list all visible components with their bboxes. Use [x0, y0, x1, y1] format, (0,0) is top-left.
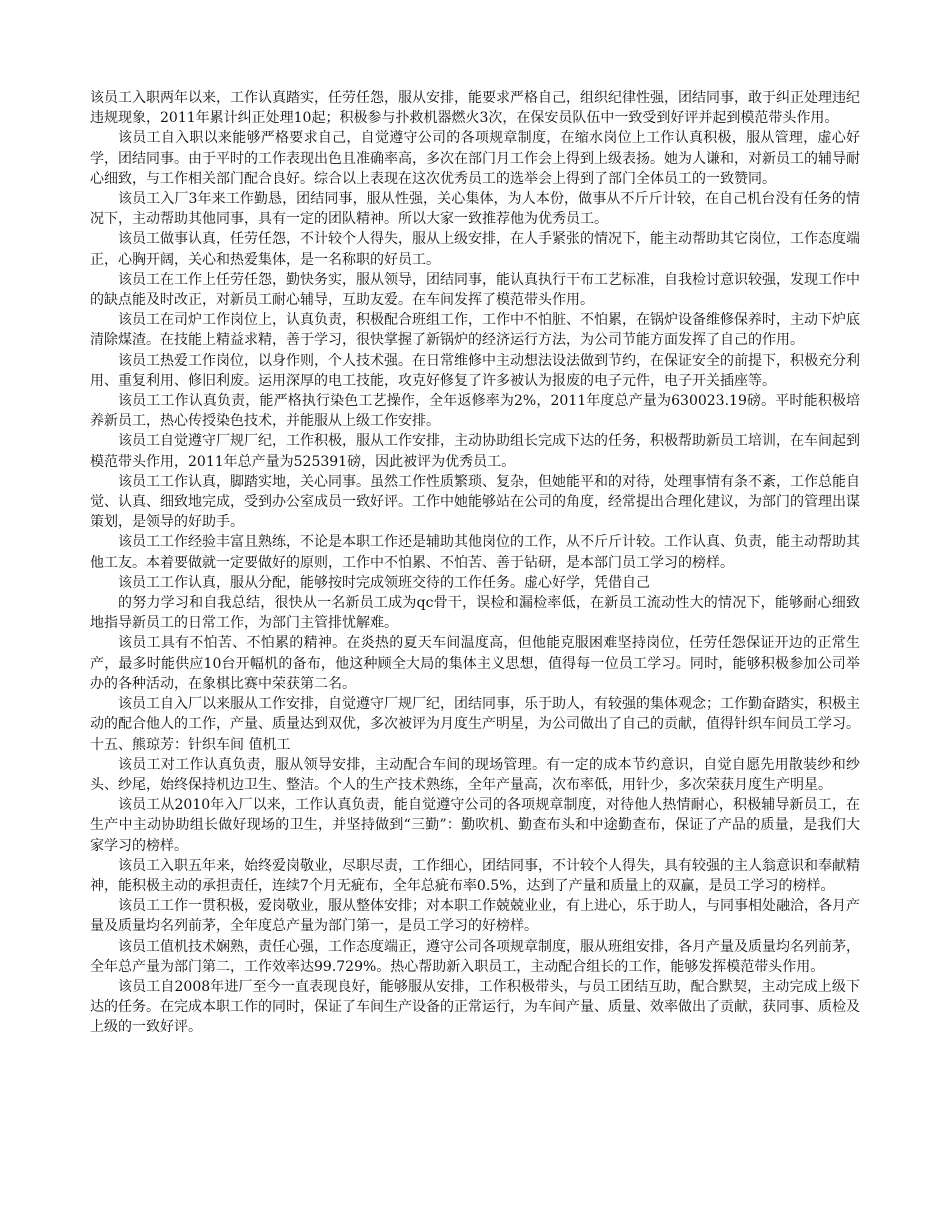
paragraph: 该员工热爱工作岗位，以身作则，个人技术强。在日常维修中主动想法设法做到节约，在保证安全的前提下，积极充分利用、重复利用、修旧利废。运用深厚的电工技能，攻克好修复了许多被认为报废的电子元件，电子开关插座等。: [90, 352, 860, 389]
paragraph: 该员工工作认真，服从分配，能够按时完成领班交待的工作任务。虚心好学，凭借自己: [118, 574, 650, 591]
paragraph: 该员工具有不怕苦、不怕累的精神。在炎热的夏天车间温度高，但他能克服困难坚持岗位，任劳任怨保证开边的正常生产，最多时能供应10台开幅机的备布，他这种顾全大局的集体主义思想，值得每一位员工学习。同时，能够积极参加公司举办的各种活动，在象棋比赛中荣获第二名。: [90, 635, 860, 692]
document-body: [90, 88, 860, 1038]
paragraph: 该员工工作一贯积极，爱岗敬业，服从整体安排；对本职工作兢兢业业，有上进心，乐于助人，与同事相处融洽，各月产量及质量均名列前茅，全年度总产量为部门第一，是员工学习的好榜样。: [90, 898, 860, 935]
paragraph: 该员工在司炉工作岗位上，认真负责，积极配合班组工作，工作中不怕脏、不怕累，在锅炉设备维修保养时，主动下炉底清除煤渣。在技能上精益求精，善于学习，很快掌握了新锅炉的经济运行方法，为公司节能方面发挥了自己的作用。: [90, 312, 860, 349]
paragraph: 的努力学习和自我总结，很快从一名新员工成为qc骨干，误检和漏检率低，在新员工流动性大的情况下，能够耐心细致地指导新员工的日常工作，为部门主管排忧解难。: [90, 595, 860, 632]
paragraph: 该员工自觉遵守厂规厂纪，工作积极，服从工作安排，主动协助组长完成下达的任务，积极帮助新员工培训，在车间起到模范带头作用，2011年总产量为525391磅，因此被评为优秀员工。: [90, 433, 860, 470]
paragraph: 该员工工作认真，脚踏实地，关心同事。虽然工作性质繁琐、复杂，但她能平和的对待，处理事情有条不紊，工作总能自觉、认真、细致地完成，受到办公室成员一致好评。工作中她能够站在公司的角度，经常提出合理化建议，为部门的管理出谋策划，是领导的好助手。: [90, 473, 860, 531]
paragraph: 该员工从2010年入厂以来，工作认真负责，能自觉遵守公司的各项规章制度，对待他人热情耐心，积极辅导新员工，在生产中主动协助组长做好现场的卫生，并坚持做到“三勤”：勤吹机、勤查布头和中途勤查布，保证了产品的质量，是我们大家学习的榜样。: [90, 797, 860, 854]
paragraph: 该员工自2008年进厂至今一直表现良好，能够服从安排，工作积极带头，与员工团结互助，配合默契，主动完成上级下达的任务。在完成本职工作的同时，保证了车间生产设备的正常运行，为车间产量、质量、效率做出了贡献，获同事、质检及上级的一致好评。: [90, 978, 860, 1036]
paragraph: 该员工入职两年以来，工作认真踏实，任劳任怨，服从安排，能要求严格自己，组织纪律性强，团结同事，敢于纠正处理违纪违规现象，2011年累计纠正处理10起；积极参与扑救机器燃火3次，在保安员队伍中一致受到好评并起到模范带头作用。: [90, 90, 860, 127]
paragraph: 该员工自入职以来能够严格要求自己，自觉遵守公司的各项规章制度，在缩水岗位上工作认真积极，服从管理，虚心好学，团结同事。由于平时的工作表现出色且准确率高，多次在部门月工作会上得到上级表扬。她为人谦和，对新员工的辅导耐心细致，与工作相关部门配合良好。综合以上表现在这次优秀员工的选举会上得到了部门全体员工的一致赞同。: [90, 130, 860, 187]
paragraph: 该员工入厂3年来工作勤恳，团结同事，服从性强，关心集体，为人本份，做事从不斤斤计较，在自己机台没有任务的情况下，主动帮助其他同事，具有一定的团队精神。所以大家一致推荐他为优秀员工。: [90, 191, 860, 228]
paragraph: 该员工值机技术娴熟，责任心强，工作态度端正，遵守公司各项规章制度，服从班组安排，各月产量及质量均名列前茅，全年总产量为部门第二，工作效率达99.729%。热心帮助新入职员工，主动配合组长的工作，能够发挥模范带头作用。: [90, 938, 860, 975]
paragraph: 该员工入职五年来，始终爱岗敬业，尽职尽责，工作细心，团结同事，不计较个人得失，具有较强的主人翁意识和奉献精神，能积极主动的承担责任，连续7个月无疵布，全年总疵布率0.5%，达到了产量和质量上的双赢，是员工学习的榜样。: [90, 857, 860, 894]
paragraph: 该员工对工作认真负责，服从领导安排，主动配合车间的现场管理。有一定的成本节约意识，自觉自愿先用散装纱和纱头、纱尾，始终保持机边卫生、整洁。个人的生产技术熟练，全年产量高，次布率低，用针少，多次荣获月度生产明星。: [90, 756, 860, 793]
paragraph: 该员工工作认真负责，能严格执行染色工艺操作，全年返修率为2%，2011年度总产量为630023.19磅。平时能积极培养新员工，热心传授染色技术，并能服从上级工作安排。: [90, 393, 860, 430]
paragraph: 该员工自入厂以来服从工作安排，自觉遵守厂规厂纪，团结同事，乐于助人，有较强的集体观念；工作勤奋踏实，积极主动的配合他人的工作，产量、质量达到双优，多次被评为月度生产明星，为公司做出了自己的贡献，值得针织车间员工学习。 十五、熊琼芳：针织车间 值机工: [90, 696, 860, 753]
paragraph: 该员工在工作上任劳任怨，勤快务实，服从领导，团结同事，能认真执行干布工艺标准，自我检讨意识较强，发现工作中的缺点能及时改正，对新员工耐心辅导，互助友爱。在车间发挥了模范带头作用。: [90, 271, 860, 309]
paragraph: 该员工工作经验丰富且熟练，不论是本职工作还是辅助其他岗位的工作，从不斤斤计较。工作认真、负责，能主动帮助其他工友。本着要做就一定要做好的原则，工作中不怕累、不怕苦、善于钻研，是本部门员工学习的榜样。: [90, 534, 860, 571]
paragraph: 该员工做事认真，任劳任怨，不计较个人得失，服从上级安排，在人手紧张的情况下，能主动帮助其它岗位，工作态度端正，心胸开阔，关心和热爱集体，是一名称职的好员工。: [90, 231, 860, 268]
